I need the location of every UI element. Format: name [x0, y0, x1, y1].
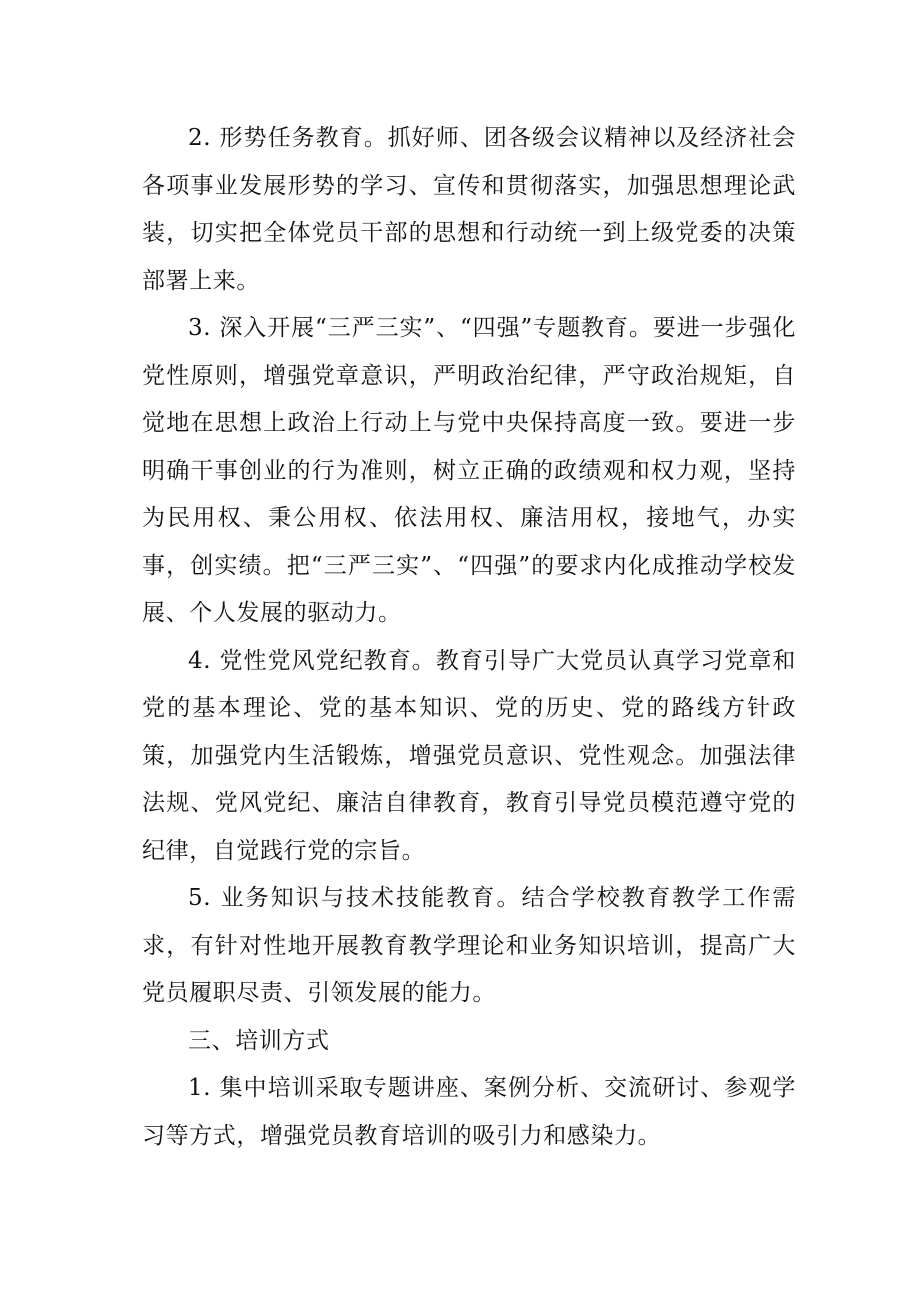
- paragraph-situation-education: 2. 形势任务教育。抓好师、团各级会议精神以及经济社会各项事业发展形势的学习、宣传和贯彻落实，加强思想理论武装，切实把全体党员干部的思想和行动统一到上级党委的决策部署上来。: [142, 125, 796, 294]
- document-body: [142, 115, 796, 1160]
- section-heading-training-methods: 三、培训方式: [188, 1027, 330, 1054]
- paragraph-skills-education: 5. 业务知识与技术技能教育。结合学校教育教学工作需求，有针对性地开展教育教学理论和业务知识培训，提高广大党员履职尽责、引领发展的能力。: [142, 885, 796, 1006]
- paragraph-three-stricts-education: 3. 深入开展“三严三实”、“四强”专题教育。要进一步强化党性原则，增强党章意识，严明政治纪律，严守政治规矩，自觉地在思想上政治上行动上与党中央保持高度一致。要进一步明确干事创业的行为准则，树立正确的政绩观和权力观，坚持为民用权、秉公用权、依法用权、廉洁用权，接地气，办实事，创实绩。把“三严三实”、“四强”的要求内化成推动学校发展、个人发展的驱动力。: [142, 315, 796, 626]
- paragraph-centralized-training: 1. 集中培训采取专题讲座、案例分析、交流研讨、参观学习等方式，增强党员教育培训的吸引力和感染力。: [142, 1075, 796, 1149]
- paragraph-party-discipline-education: 4. 党性党风党纪教育。教育引导广大党员认真学习党章和党的基本理论、党的基本知识、党的历史、党的路线方针政策，加强党内生活锻炼，增强党员意识、党性观念。加强法律法规、党风党纪、廉洁自律教育，教育引导党员模范遵守党的纪律，自觉践行党的宗旨。: [142, 647, 796, 864]
